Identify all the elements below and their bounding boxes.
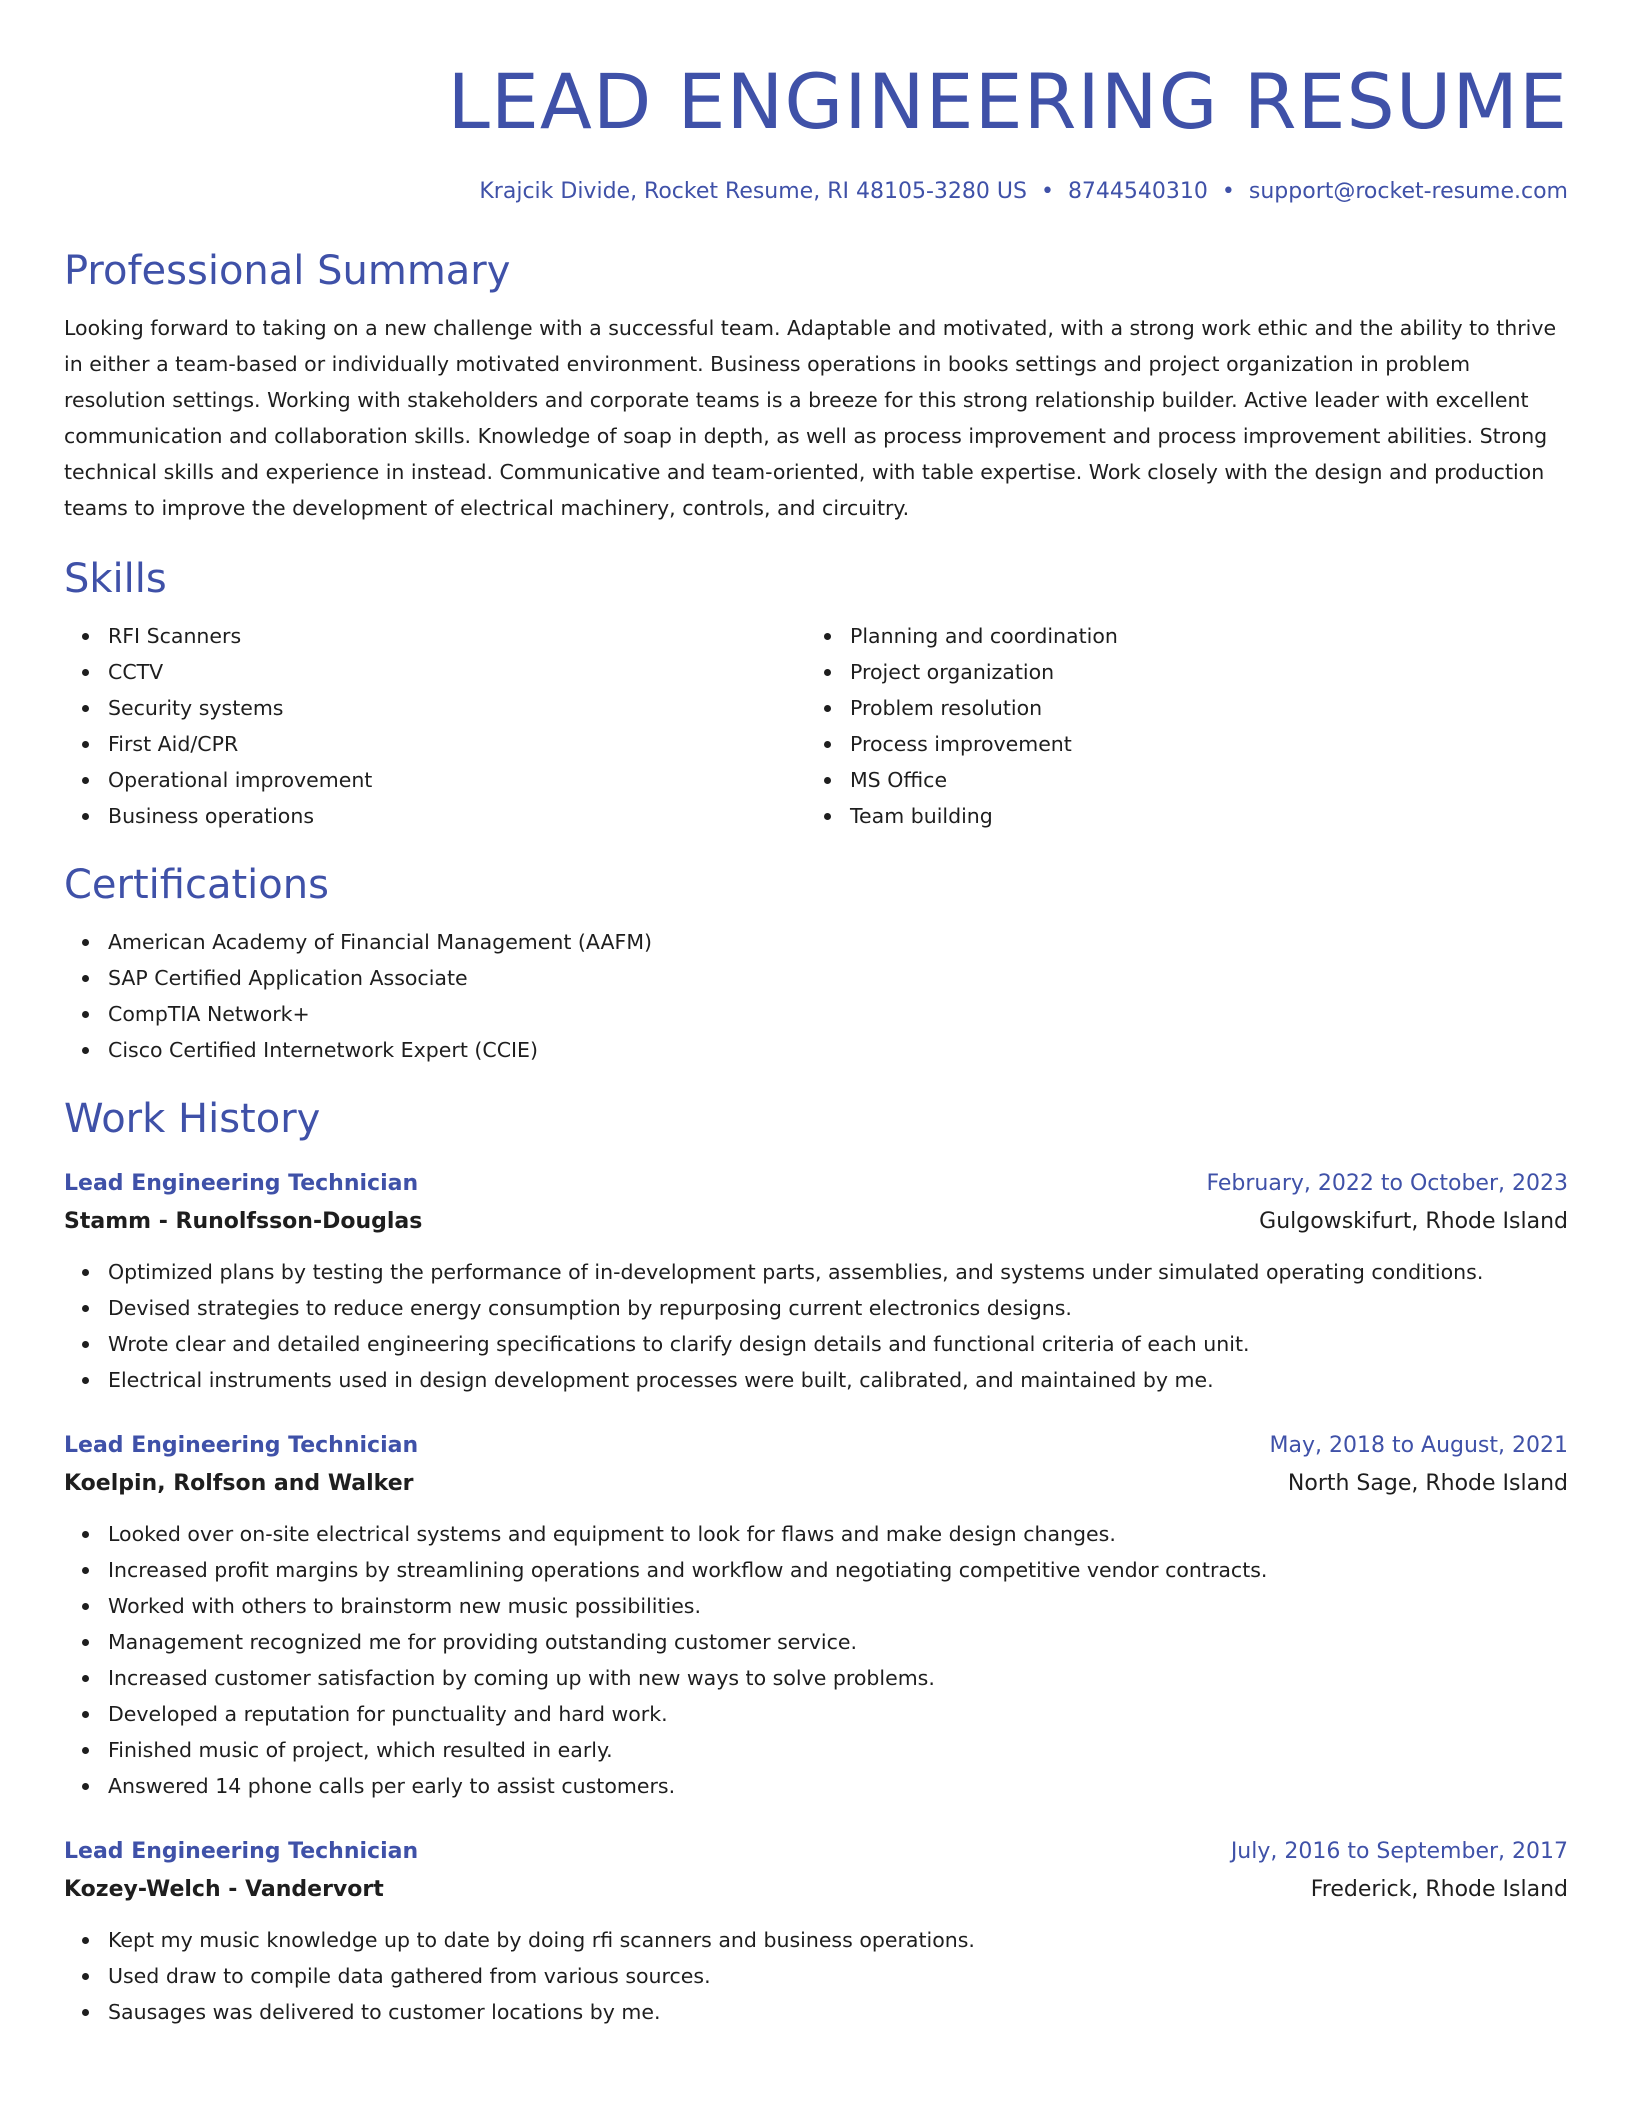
job-bullet: Finished music of project, which resulted in early. [108, 1732, 1568, 1768]
job-bullet: Sausages was delivered to customer locations by me. [108, 1994, 1568, 2030]
job-bullet: Used draw to compile data gathered from various sources. [108, 1958, 1568, 1994]
job-title: Lead Engineering Technician [64, 1839, 419, 1864]
job-company-row [64, 1870, 1568, 1910]
job-company: Stamm - Runolfsson-Douglas [64, 1209, 423, 1234]
certification-item: CompTIA Network+ [108, 996, 1568, 1032]
job-header-row [64, 1428, 1568, 1464]
skill-item: MS Office [850, 762, 1548, 798]
contact-separator: • [1221, 179, 1235, 204]
job-bullet: Developed a reputation for punctuality and hard work. [108, 1696, 1568, 1732]
job-bullet: Looked over on-site electrical systems and equipment to look for flaws and make design changes. [108, 1516, 1568, 1552]
skill-item: Problem resolution [850, 690, 1548, 726]
skill-item: Project organization [850, 654, 1548, 690]
job-location: Gulgowskifurt, Rhode Island [1259, 1209, 1568, 1234]
job-bullet: Answered 14 phone calls per early to assist customers. [108, 1768, 1568, 1804]
job-bullets [64, 1254, 1568, 1398]
certification-item: Cisco Certified Internetwork Expert (CCIE) [108, 1032, 1568, 1068]
job-bullet: Increased customer satisfaction by coming up with new ways to solve problems. [108, 1660, 1568, 1696]
job-company: Kozey-Welch - Vandervort [64, 1877, 384, 1902]
skill-item: Planning and coordination [850, 618, 1548, 654]
job-bullet: Worked with others to brainstorm new music possibilities. [108, 1588, 1568, 1624]
summary-text: Looking forward to taking on a new challenge with a successful team. Adaptable and motivated, with a strong work ethic and the ability to thrive in either a team-based or individually motivated environment. Business operations in books settings and project organization in problem resolution settings. Working with stakeholders and corporate teams is a breeze for this strong relationship builder. Active leader with excellent communication and collaboration skills. Knowledge of soap in depth, as well as process improvement and process improvement abilities. Strong technical skills and experience in instead. Communicative and team-oriented, with table expertise. Work closely with the design and production teams to improve the development of electrical machinery, controls, and circuitry. [64, 316, 1557, 520]
skill-item: First Aid/CPR [108, 726, 806, 762]
section-heading-summary: Professional Summary [64, 248, 511, 294]
job-bullet: Kept my music knowledge up to date by doing rfi scanners and business operations. [108, 1922, 1568, 1958]
contact-separator: • [1040, 179, 1054, 204]
contact-address: Krajcik Divide, Rocket Resume, RI 48105-3280 US [479, 179, 1027, 204]
job-location: North Sage, Rhode Island [1287, 1471, 1568, 1496]
job-company-row [64, 1202, 1568, 1242]
skill-item: Operational improvement [108, 762, 806, 798]
job-bullets [64, 1922, 1568, 2030]
skills-columns [64, 618, 1568, 834]
resume-page [64, 0, 1568, 2030]
job-bullets [64, 1516, 1568, 1804]
job-bullet: Wrote clear and detailed engineering specifications to clarify design details and functional criteria of each unit. [108, 1326, 1568, 1362]
skill-item: Team building [850, 798, 1548, 834]
job-entry [64, 1166, 1568, 1398]
job-entry [64, 1834, 1568, 2030]
job-bullet: Electrical instruments used in design development processes were built, calibrated, and maintained by me. [108, 1362, 1568, 1398]
skills-list-right [806, 618, 1548, 834]
job-title: Lead Engineering Technician [64, 1433, 419, 1458]
certification-item: American Academy of Financial Management (AAFM) [108, 924, 1568, 960]
job-header-row [64, 1166, 1568, 1202]
job-header-row [64, 1834, 1568, 1870]
skills-list-left [64, 618, 806, 834]
job-company: Koelpin, Rolfson and Walker [64, 1471, 414, 1496]
job-title: Lead Engineering Technician [64, 1171, 419, 1196]
skill-item: Security systems [108, 690, 806, 726]
certifications-list [64, 924, 1568, 1068]
section-heading-skills: Skills [64, 556, 167, 602]
job-dates: July, 2016 to September, 2017 [1230, 1839, 1568, 1864]
contact-phone[interactable]: 8744540310 [1067, 179, 1208, 204]
contact-email[interactable]: support@rocket-resume.com [1248, 179, 1568, 204]
job-entry [64, 1428, 1568, 1804]
skill-item: RFI Scanners [108, 618, 806, 654]
resume-title: LEAD ENGINEERING RESUME [447, 57, 1568, 146]
skill-item: Business operations [108, 798, 806, 834]
job-location: Frederick, Rhode Island [1310, 1877, 1568, 1902]
certification-item: SAP Certified Application Associate [108, 960, 1568, 996]
job-bullet: Optimized plans by testing the performance of in-development parts, assemblies, and systems under simulated operating conditions. [108, 1254, 1568, 1290]
section-heading-certifications: Certifications [64, 862, 329, 908]
job-bullet: Management recognized me for providing outstanding customer service. [108, 1624, 1568, 1660]
job-company-row [64, 1464, 1568, 1504]
contact-line [64, 176, 1568, 208]
job-bullet: Devised strategies to reduce energy consumption by repurposing current electronics designs. [108, 1290, 1568, 1326]
skill-item: CCTV [108, 654, 806, 690]
job-dates: February, 2022 to October, 2023 [1206, 1171, 1568, 1196]
job-dates: May, 2018 to August, 2021 [1269, 1433, 1568, 1458]
section-heading-work-history: Work History [64, 1096, 321, 1142]
job-bullet: Increased profit margins by streamlining operations and workflow and negotiating competitive vendor contracts. [108, 1552, 1568, 1588]
skill-item: Process improvement [850, 726, 1548, 762]
